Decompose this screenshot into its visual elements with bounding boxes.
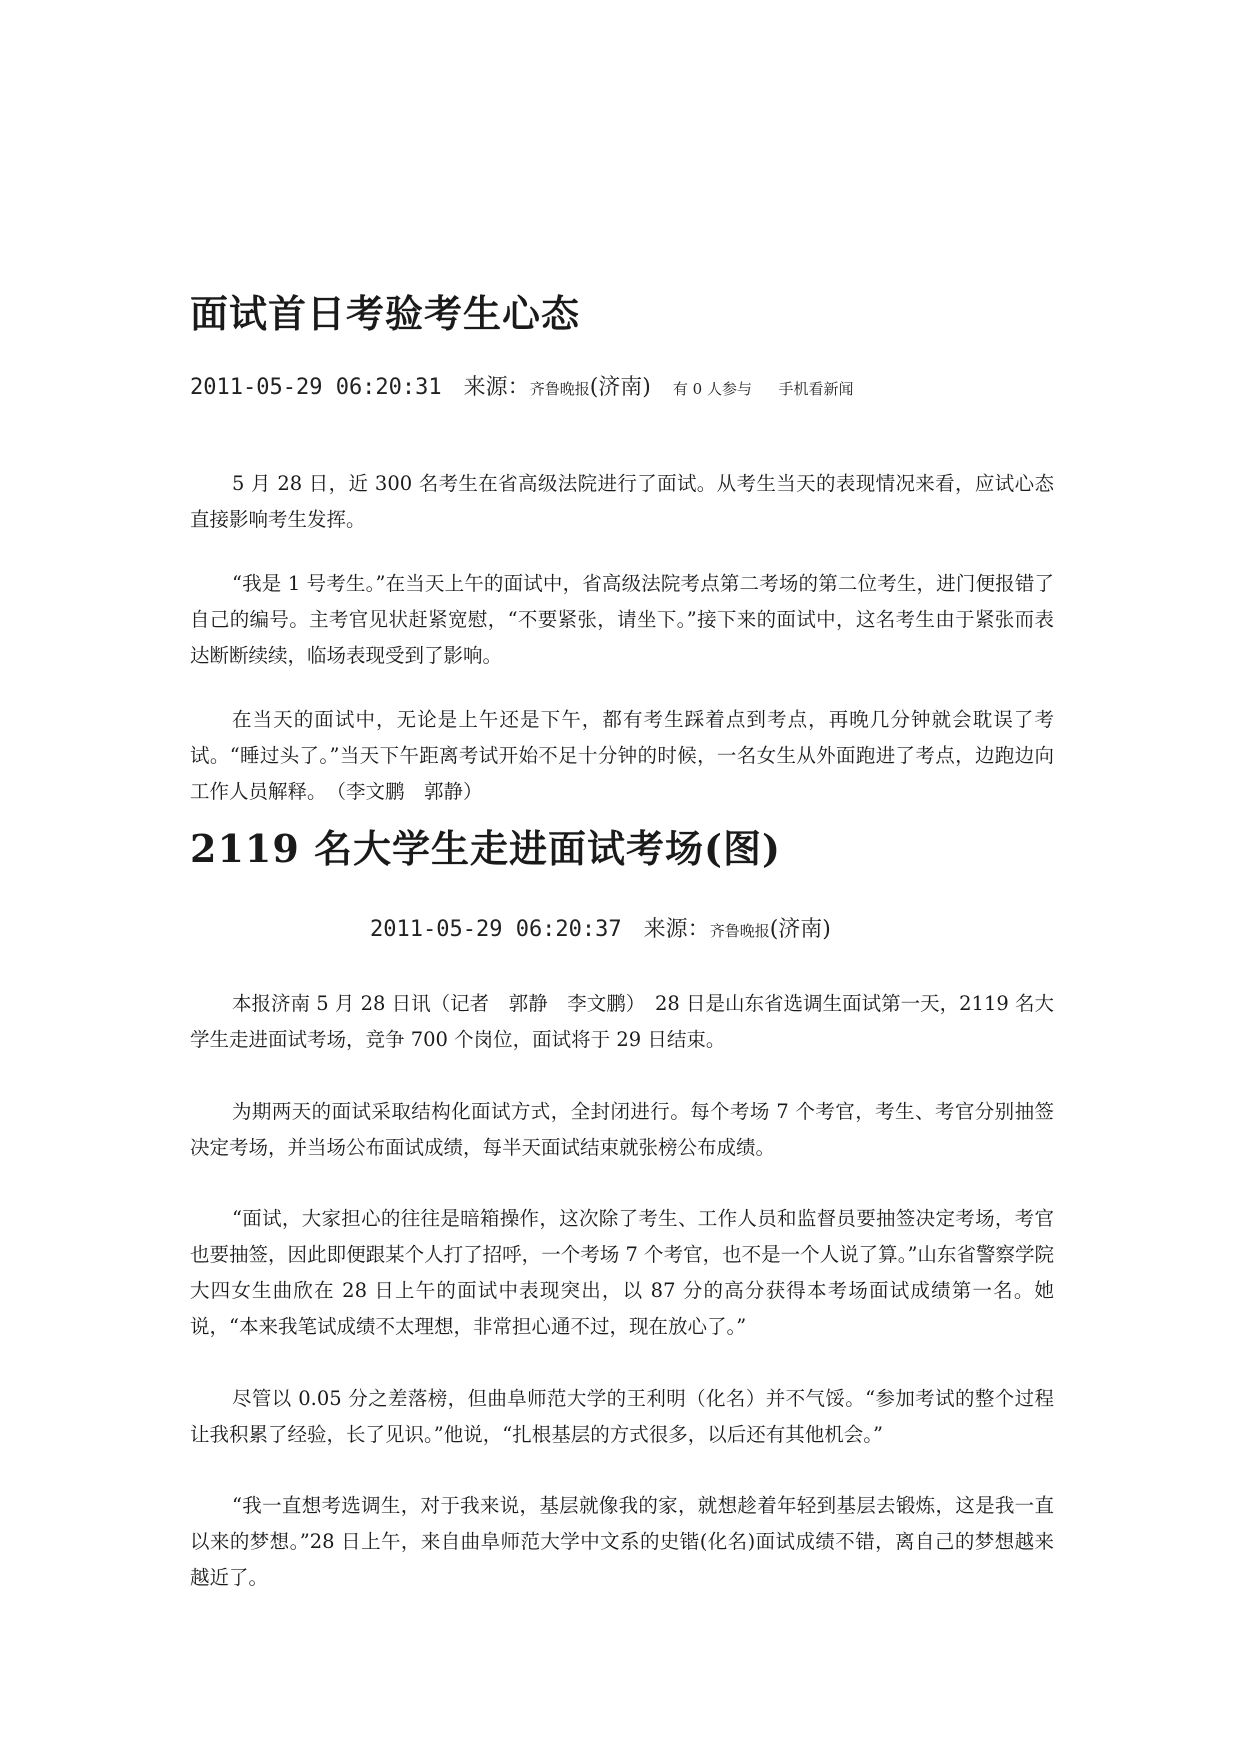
- article1-source-name: 齐鲁晚报: [529, 380, 590, 398]
- article2-paragraph: “我一直想考选调生，对于我来说，基层就像我的家，就想趁着年轻到基层去锻炼，这是我一直以来的梦想。”28 日上午，来自曲阜师范大学中文系的史锴(化名)面试成绩不错，离自己的梦想越来越近了。: [190, 1494, 1054, 1589]
- article2-datetime: 2011-05-29 06:20:37: [370, 917, 622, 942]
- article2-source-city: (济南): [769, 917, 831, 942]
- article2-source-name: 齐鲁晚报: [709, 922, 770, 940]
- article2-paragraph: 为期两天的面试采取结构化面试方式，全封闭进行。每个考场 7 个考官，考生、考官分别抽签决定考场，并当场公布面试成绩，每半天面试结束就张榜公布成绩。: [190, 1100, 1054, 1159]
- article2-source-label: 来源：: [643, 917, 710, 942]
- article1-paragraph: 在当天的面试中，无论是上午还是下午，都有考生踩着点到考点，再晚几分钟就会耽误了考试。“睡过头了。”当天下午距离考试开始不足十分钟的时候，一名女生从外面跑进了考点，边跑边向工作人员解释。 （李文鹏 郭静）: [190, 708, 1054, 803]
- article2-title: 2119 名大学生走进面试考场(图): [190, 826, 781, 871]
- article1-paragraph: “我是 1 号考生。”在当天上午的面试中，省高级法院考点第二考场的第二位考生，进门便报错了自己的编号。主考官见状赶紧宽慰，“不要紧张，请坐下。”接下来的面试中，这名考生由于紧张而表达断断续续，临场表现受到了影响。: [190, 572, 1054, 667]
- article2-paragraph: 本报济南 5 月 28 日讯（记者 郭静 李文鹏） 28 日是山东省选调生面试第一天，2119 名大学生走进面试考场，竞争 700 个岗位，面试将于 29 日结束。: [190, 992, 1054, 1051]
- article1-mobile-link[interactable]: 手机看新闻: [778, 380, 854, 398]
- article1-datetime: 2011-05-29 06:20:31: [190, 375, 442, 400]
- article1-title: 面试首日考验考生心态: [190, 291, 581, 336]
- article1-source-city: (济南): [589, 375, 651, 400]
- article1-source-label: 来源：: [463, 375, 530, 400]
- article1-participants[interactable]: 有 0 人参与: [672, 380, 752, 398]
- article2-paragraph: “面试，大家担心的往往是暗箱操作，这次除了考生、工作人员和监督员要抽签决定考场，考官也要抽签，因此即便跟某个人打了招呼，一个考场 7 个考官，也不是一个人说了算。”山东省警察学院大四女生曲欣在 28 日上午的面试中表现突出，以 87 分的高分获得本考场面试成绩第一名。她说，“本来我笔试成绩不太理想，非常担心通不过，现在放心了。”: [190, 1207, 1054, 1338]
- article2-meta: [370, 912, 831, 943]
- article2-paragraph: 尽管以 0.05 分之差落榜，但曲阜师范大学的王利明（化名）并不气馁。“参加考试的整个过程让我积累了经验，长了见识。”他说，“扎根基层的方式很多，以后还有其他机会。”: [190, 1387, 1054, 1446]
- article1-paragraph: 5 月 28 日，近 300 名考生在省高级法院进行了面试。从考生当天的表现情况来看，应试心态直接影响考生发挥。: [190, 472, 1054, 531]
- article1-meta: [190, 370, 853, 401]
